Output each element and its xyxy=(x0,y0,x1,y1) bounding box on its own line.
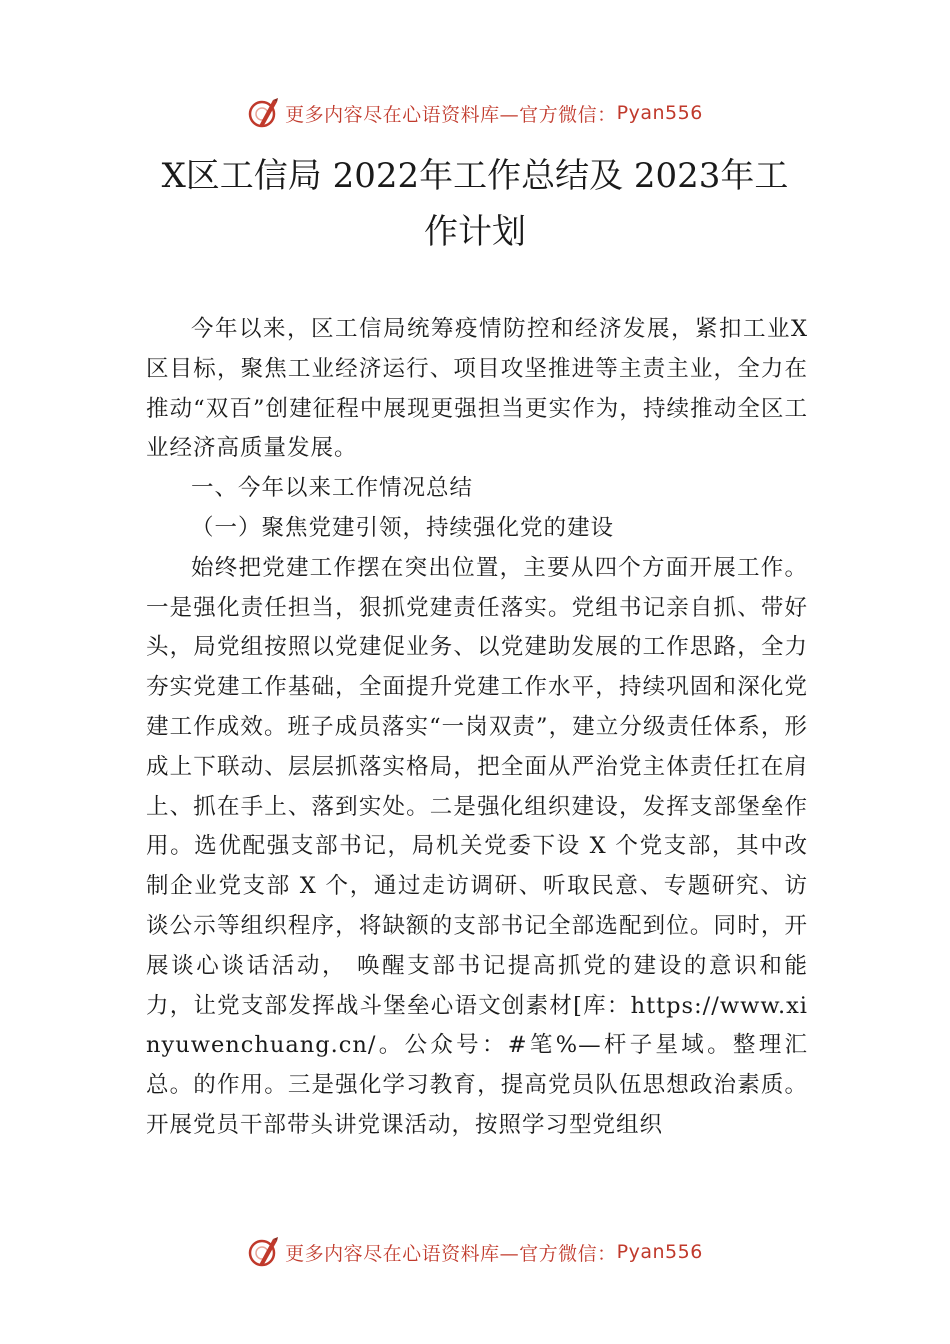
pen-logo-icon xyxy=(247,1235,281,1269)
document-title: X区工信局 2022年工作总结及 2023年工作计划 xyxy=(161,156,789,252)
header-watermark-banner xyxy=(0,96,950,130)
pen-logo-icon xyxy=(247,96,281,130)
watermark-text: 更多内容尽在心语资料库—官方微信： xyxy=(285,1242,617,1265)
document-body xyxy=(146,310,808,1146)
watermark-handle: Pyan556 xyxy=(616,1241,703,1263)
footer-watermark-banner xyxy=(0,1235,950,1269)
section-heading: 一、今年以来工作情况总结 xyxy=(191,475,474,502)
body-paragraph: 始终把党建工作摆在突出位置，主要从四个方面开展工作。一是强化责任担当，狠抓党建责任落实。党组书记亲自抓、带好头，局党组按照以党建促业务、以党建助发展的工作思路，全力夯实党建工作基础，全面提升党建工作水平，持续巩固和深化党建工作成效。班子成员落实“一岗双责”，建立分级责任体系，形成上下联动、层层抓落实格局，把全面从严治党主体责任扛在肩上、抓在手上、落到实处。二是强化组织建设，发挥支部堡垒作用。选优配强支部书记，局机关党委下设 X 个党支部，其中改制企业党支部 X 个，通过走访调研、听取民意、专题研究、访谈公示等组织程序，将缺额的支部书记全部选配到位。同时，开展谈心谈话活动， 唤醒支部书记提高抓党的建设的意识和能力，让党支部发挥战斗堡垒心语文创素材[库：https://www.xinyuwenchuang.cn/。公众号：#笔%—杆子星域。整理汇总。的作用。三是强化学习教育，提高党员队伍思想政治素质。开展党员干部带头讲党课活动，按照学习型党组织 xyxy=(146,554,808,1138)
subsection-heading: （一）聚焦党建引领，持续强化党的建设 xyxy=(191,514,615,541)
intro-paragraph: 今年以来，区工信局统筹疫情防控和经济发展，紧扣工业X区目标，聚焦工业经济运行、项目攻坚推进等主责主业，全力在推动“双百”创建征程中展现更强担当更实作为，持续推动全区工业经济高质量发展。 xyxy=(146,316,808,462)
watermark-text: 更多内容尽在心语资料库—官方微信： xyxy=(285,103,617,126)
watermark-handle: Pyan556 xyxy=(616,102,703,124)
